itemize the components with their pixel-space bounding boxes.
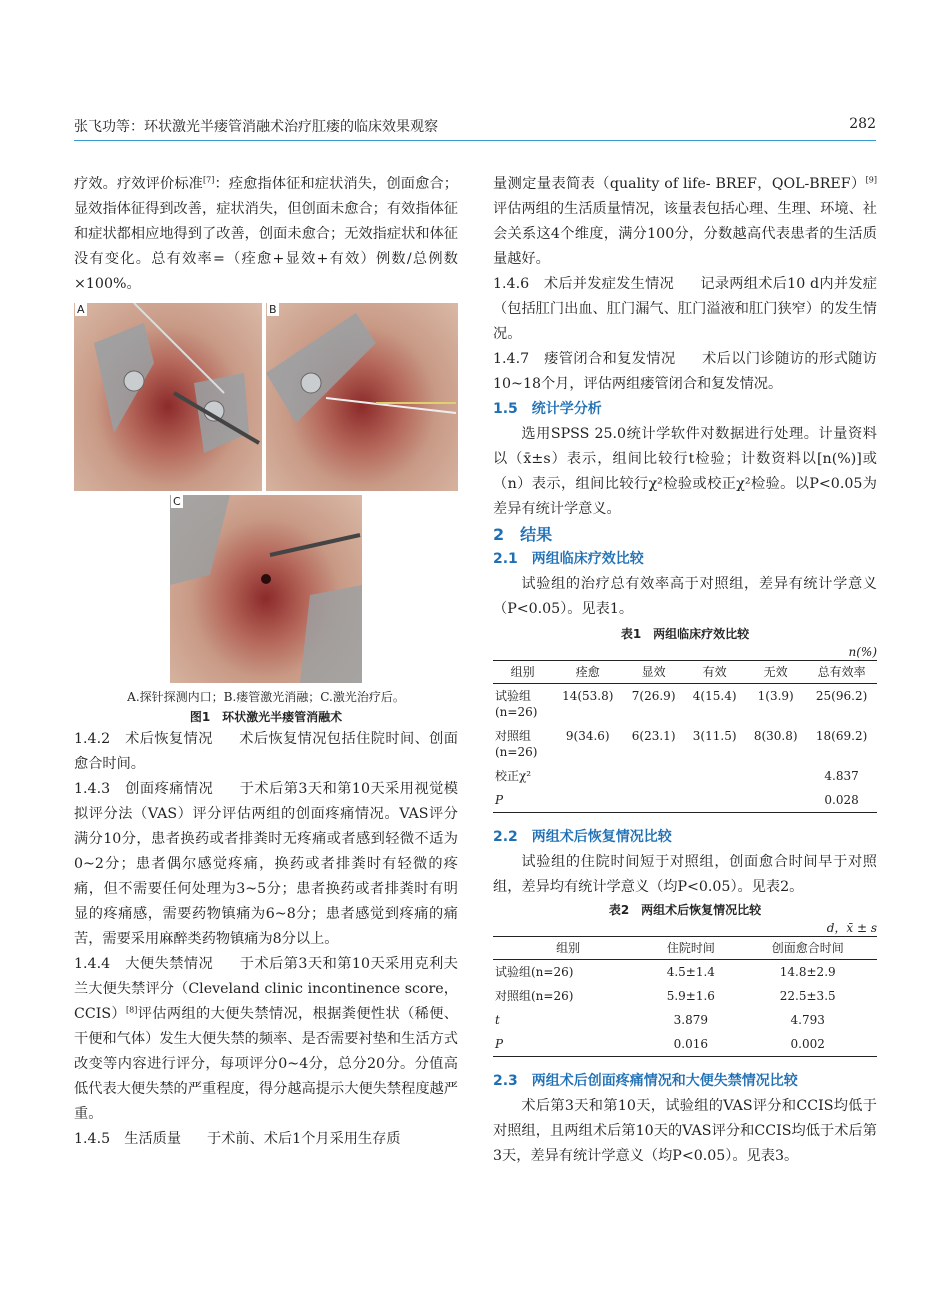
figure-caption-block <box>74 685 458 727</box>
table-header-cell: 组别 <box>493 937 643 960</box>
table-row: 试验组(n=26) 4.5±1.4 14.8±2.9 <box>495 965 836 979</box>
panel-label-c: C <box>173 495 181 508</box>
table-2 <box>493 900 877 1057</box>
table-row: P 0.028 <box>493 788 877 813</box>
photo-c-after <box>170 495 362 683</box>
section-2-heading: 2 结果 <box>493 525 553 544</box>
table-header-cell: 创面愈合时间 <box>738 937 877 960</box>
figure-1 <box>74 303 458 724</box>
section-2-3-text: 术后第3天和第10天，试验组的VAS评分和CCIS均低于对照组，且两组术后第10天的VAS评分和CCIS均低于术后第3天，差异有统计学意义（均P<0.05）。见表3。 <box>493 1098 877 1164</box>
photo-a-probe <box>74 303 262 491</box>
table-1-grid <box>493 660 877 813</box>
page-number: 282 <box>849 116 876 132</box>
efficacy-criteria-paragraph: 疗效。疗效评价标准[7]：痊愈指体征和症状消失，创面愈合；显效指体征得到改善，症状消失，但创面未愈合；有效指体征和症状都相应地得到了改善，创面未愈合；无效指症状和体征没有变化。总有效率=（痊愈+显效+有效）例数/总例数×100%。 <box>74 175 458 292</box>
table-header-cell: 住院时间 <box>643 937 738 960</box>
table-header-cell: 组别 <box>493 661 552 684</box>
retractor-illustration-b <box>266 303 458 491</box>
panel-label-a: A <box>77 303 85 316</box>
section-1-5-text: 选用SPSS 25.0统计学软件对数据进行处理。计量资料以（x̄±s）表示，组间比较行t检验；计数资料以[n(%)]或（n）表示，组间比较行χ²检验或校正χ²检验。以P<0.05为差异有统计学意义。 <box>493 426 877 517</box>
table-row: 校正χ² 4.837 <box>495 769 859 783</box>
table-2-grid <box>493 936 877 1057</box>
right-column <box>493 172 877 1169</box>
table-row: 试验组 (n=26) 14(53.8) 7(26.9) 4(15.4) 1(3.9) 25(96.2) <box>495 689 868 719</box>
qol-paragraph: 量测定量表简表（quality of life- BREF，QOL-BREF）[9]评估两组的生活质量情况，该量表包括心理、生理、环境、社会关系这4个维度，满分100分，分数越高代表患者的生活质量越好。 <box>493 175 877 267</box>
left-column <box>74 172 458 1152</box>
table-header-cell: 总有效率 <box>806 661 877 684</box>
table-2-unit: d，x̄ ± s <box>826 921 877 935</box>
section-2-2-text: 试验组的住院时间短于对照组，创面愈合时间早于对照组，差异均有统计学意义（均P<0.05）。见表2。 <box>493 854 877 895</box>
table-row: P 0.016 0.002 <box>493 1032 877 1057</box>
table-1-title: 表1 两组临床疗效比较 <box>620 627 750 641</box>
section-1-5-heading: 1.5 统计学分析 <box>493 401 602 417</box>
section-2-1-heading: 2.1 两组临床疗效比较 <box>493 551 644 567</box>
table-1-unit: n(%) <box>848 645 877 659</box>
table-header-cell: 有效 <box>684 661 745 684</box>
table-row: 对照组(n=26) 5.9±1.6 22.5±3.5 <box>495 989 836 1003</box>
section-1-4-7: 1.4.7 瘘管闭合和复发情况 术后以门诊随访的形式随访10~18个月，评估两组瘘管闭合和复发情况。 <box>493 351 877 392</box>
panel-label-b: B <box>269 303 277 316</box>
table-header-cell: 痊愈 <box>552 661 623 684</box>
figure-caption: A.探针探测内口；B.瘘管激光消融；C.激光治疗后。 <box>127 690 405 704</box>
retractor-illustration-c <box>170 495 362 683</box>
running-header <box>74 112 876 141</box>
table-row: 对照组 (n=26) 9(34.6) 6(23.1) 3(11.5) 8(30.8) 18(69.2) <box>495 729 868 759</box>
table-row: t 3.879 4.793 <box>495 1013 825 1027</box>
section-1-4-2: 1.4.2 术后恢复情况 术后恢复情况包括住院时间、创面愈合时间。 <box>74 731 458 772</box>
photo-b-laser <box>266 303 458 491</box>
table-header-cell: 无效 <box>745 661 806 684</box>
table-2-title: 表2 两组术后恢复情况比较 <box>608 903 762 917</box>
section-2-1-text: 试验组的治疗总有效率高于对照组，差异有统计学意义（P<0.05）。见表1。 <box>493 576 877 617</box>
table-header-cell: 显效 <box>623 661 684 684</box>
section-1-4-5: 1.4.5 生活质量 于术前、术后1个月采用生存质 <box>74 1131 401 1147</box>
section-2-2-heading: 2.2 两组术后恢复情况比较 <box>493 829 672 845</box>
retractor-illustration-a <box>74 303 262 491</box>
section-2-3-heading: 2.3 两组术后创面疼痛情况和大便失禁情况比较 <box>493 1073 798 1089</box>
section-1-4-6: 1.4.6 术后并发症发生情况 记录两组术后10 d内并发症（包括肛门出血、肛门漏气、肛门溢液和肛门狭窄）的发生情况。 <box>493 276 877 342</box>
running-title: 张飞功等：环状激光半瘘管消融术治疗肛瘘的临床效果观察 <box>74 119 438 135</box>
figure-title: 图1 环状激光半瘘管消融术 <box>189 710 343 724</box>
section-1-4-3: 1.4.3 创面疼痛情况 于术后第3天和第10天采用视觉模拟评分法（VAS）评分评估两组的创面疼痛情况。VAS评分满分10分，患者换药或者排粪时无疼痛或者感到轻微不适为0~2分；患者偶尔感觉疼痛，换药或者排粪时有轻微的疼痛，但不需要任何处理为3~5分；患者换药或者排粪时有明显的疼痛感，需要药物镇痛为6~8分；患者感觉到疼痛的痛苦，需要采用麻醉类药物镇痛为8分以上。 <box>74 781 458 947</box>
table-1 <box>493 624 877 813</box>
section-1-4-4: 1.4.4 大便失禁情况 于术后第3天和第10天采用克利夫兰大便失禁评分（Cleveland clinic incontinence score，CCIS）[8]评估两组的大便失禁情况，根据粪便性状（稀便、干便和气体）发生大便失禁的频率、是否需要衬垫和生活方式改变等内容进行评分，每项评分0~4分，总分20分。分值高低代表大便失禁的严重程度，得分越高提示大便失禁程度越严重。 <box>74 956 458 1122</box>
